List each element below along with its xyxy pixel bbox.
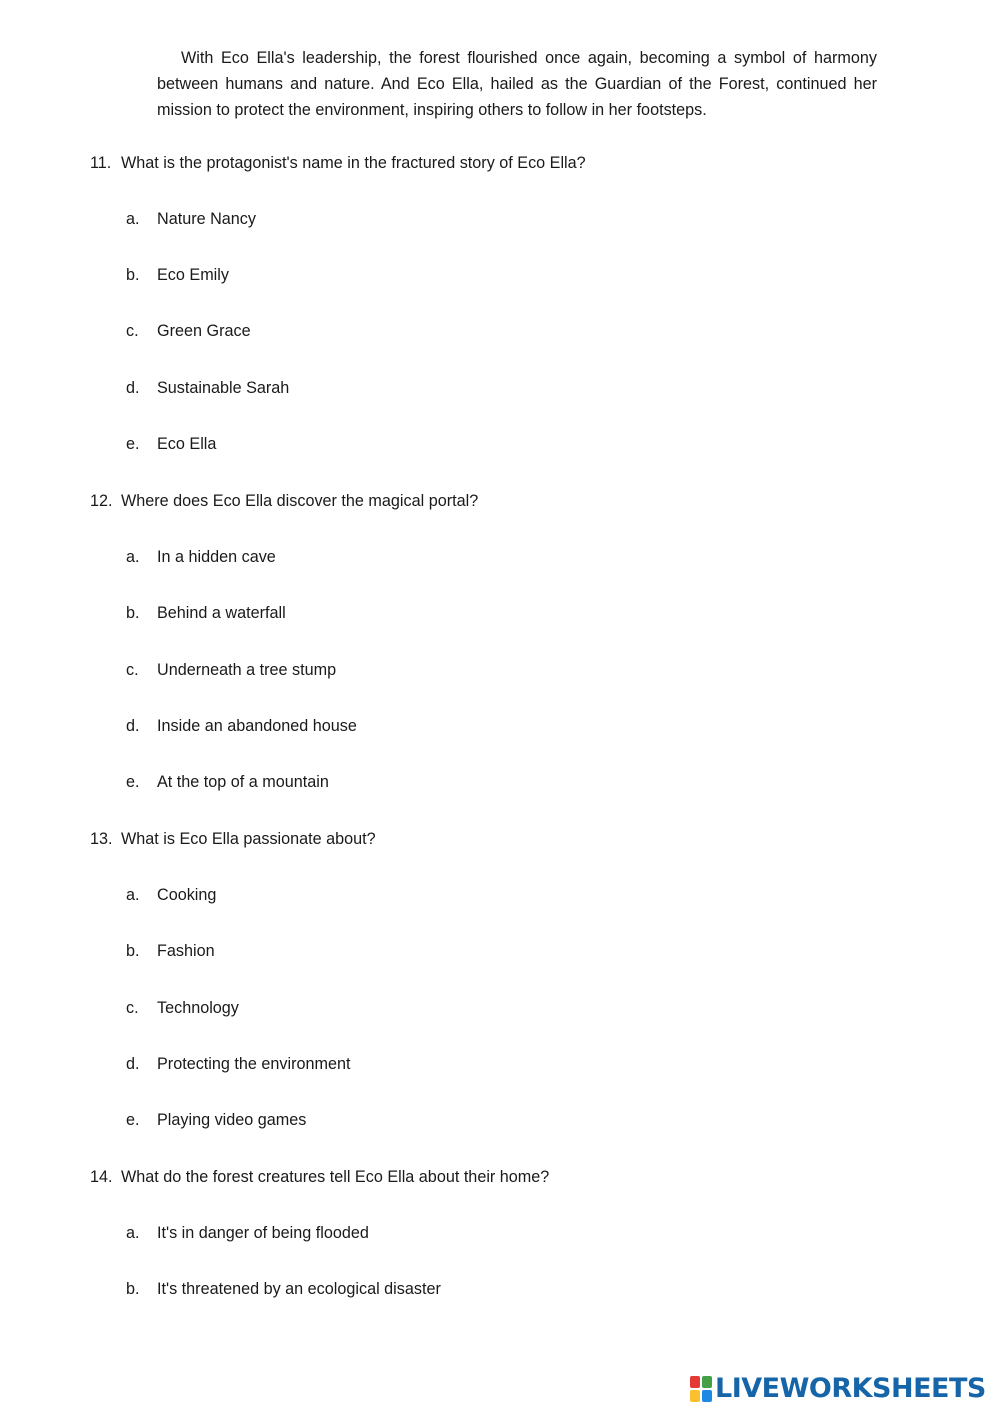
option-text: Technology: [157, 999, 239, 1017]
option-text: Protecting the environment: [157, 1055, 351, 1073]
option-text: At the top of a mountain: [157, 773, 329, 791]
option-text: Nature Nancy: [157, 210, 256, 228]
option-13-d[interactable]: [126, 1054, 350, 1074]
option-text: Green Grace: [157, 322, 251, 340]
liveworksheets-logo-icon: [690, 1376, 712, 1402]
question-13: [90, 829, 376, 849]
option-12-c[interactable]: [126, 660, 336, 680]
option-text: Behind a waterfall: [157, 604, 286, 622]
question-12: [90, 491, 478, 511]
liveworksheets-logo[interactable]: [690, 1374, 986, 1404]
liveworksheets-logo-text: LIVEWORKSHEETS: [715, 1373, 986, 1404]
option-text: Fashion: [157, 942, 215, 960]
option-11-e[interactable]: [126, 434, 216, 454]
option-text: Sustainable Sarah: [157, 379, 290, 397]
option-text: Eco Emily: [157, 266, 229, 284]
option-13-e[interactable]: [126, 1110, 306, 1130]
question-14: [90, 1167, 549, 1187]
option-letter: e.: [126, 435, 140, 453]
option-11-d[interactable]: [126, 378, 289, 398]
option-letter: d.: [126, 1055, 140, 1073]
option-letter: c.: [126, 999, 139, 1017]
option-text: Eco Ella: [157, 435, 217, 453]
option-text: Inside an abandoned house: [157, 717, 357, 735]
option-letter: d.: [126, 379, 140, 397]
option-letter: a.: [126, 210, 140, 228]
question-text: What is the protagonist's name in the fractured story of Eco Ella?: [121, 154, 586, 172]
question-text: What is Eco Ella passionate about?: [121, 830, 376, 848]
option-14-a[interactable]: [126, 1223, 369, 1243]
question-number: 12.: [90, 492, 113, 510]
option-12-a[interactable]: [126, 547, 276, 567]
option-text: It's in danger of being flooded: [157, 1224, 369, 1242]
option-text: Playing video games: [157, 1111, 307, 1129]
logo-block-red: [690, 1376, 700, 1388]
option-13-b[interactable]: [126, 941, 215, 961]
option-letter: b.: [126, 942, 140, 960]
option-11-c[interactable]: [126, 321, 251, 341]
option-12-d[interactable]: [126, 716, 357, 736]
logo-block-green: [702, 1376, 712, 1388]
option-letter: a.: [126, 886, 140, 904]
logo-block-yellow: [690, 1390, 700, 1402]
option-letter: c.: [126, 322, 139, 340]
intro-paragraph: With Eco Ella's leadership, the forest flourished once again, becoming a symbol of harmony between humans and nature. And Eco Ella, hailed as the Guardian of the Forest, continued her mission to protect the environment, inspiring others to follow in her footsteps.: [157, 49, 877, 119]
option-letter: b.: [126, 1280, 140, 1298]
logo-block-blue: [702, 1390, 712, 1402]
option-letter: b.: [126, 604, 140, 622]
option-12-b[interactable]: [126, 603, 286, 623]
option-11-a[interactable]: [126, 209, 256, 229]
option-14-b[interactable]: [126, 1279, 441, 1299]
question-number: 14.: [90, 1168, 113, 1186]
option-text: It's threatened by an ecological disaster: [157, 1280, 441, 1298]
option-12-e[interactable]: [126, 772, 329, 792]
option-text: Cooking: [157, 886, 217, 904]
option-letter: a.: [126, 548, 140, 566]
option-letter: b.: [126, 266, 140, 284]
option-13-c[interactable]: [126, 998, 239, 1018]
question-text: Where does Eco Ella discover the magical portal?: [121, 492, 479, 510]
option-text: Underneath a tree stump: [157, 661, 337, 679]
question-number: 11.: [90, 154, 112, 172]
option-letter: a.: [126, 1224, 140, 1242]
option-letter: e.: [126, 773, 140, 791]
option-13-a[interactable]: [126, 885, 216, 905]
question-number: 13.: [90, 830, 113, 848]
option-text: In a hidden cave: [157, 548, 276, 566]
question-text: What do the forest creatures tell Eco Ella about their home?: [121, 1168, 550, 1186]
option-letter: e.: [126, 1111, 140, 1129]
question-11: [90, 153, 586, 173]
option-11-b[interactable]: [126, 265, 229, 285]
option-letter: d.: [126, 717, 140, 735]
option-letter: c.: [126, 661, 139, 679]
